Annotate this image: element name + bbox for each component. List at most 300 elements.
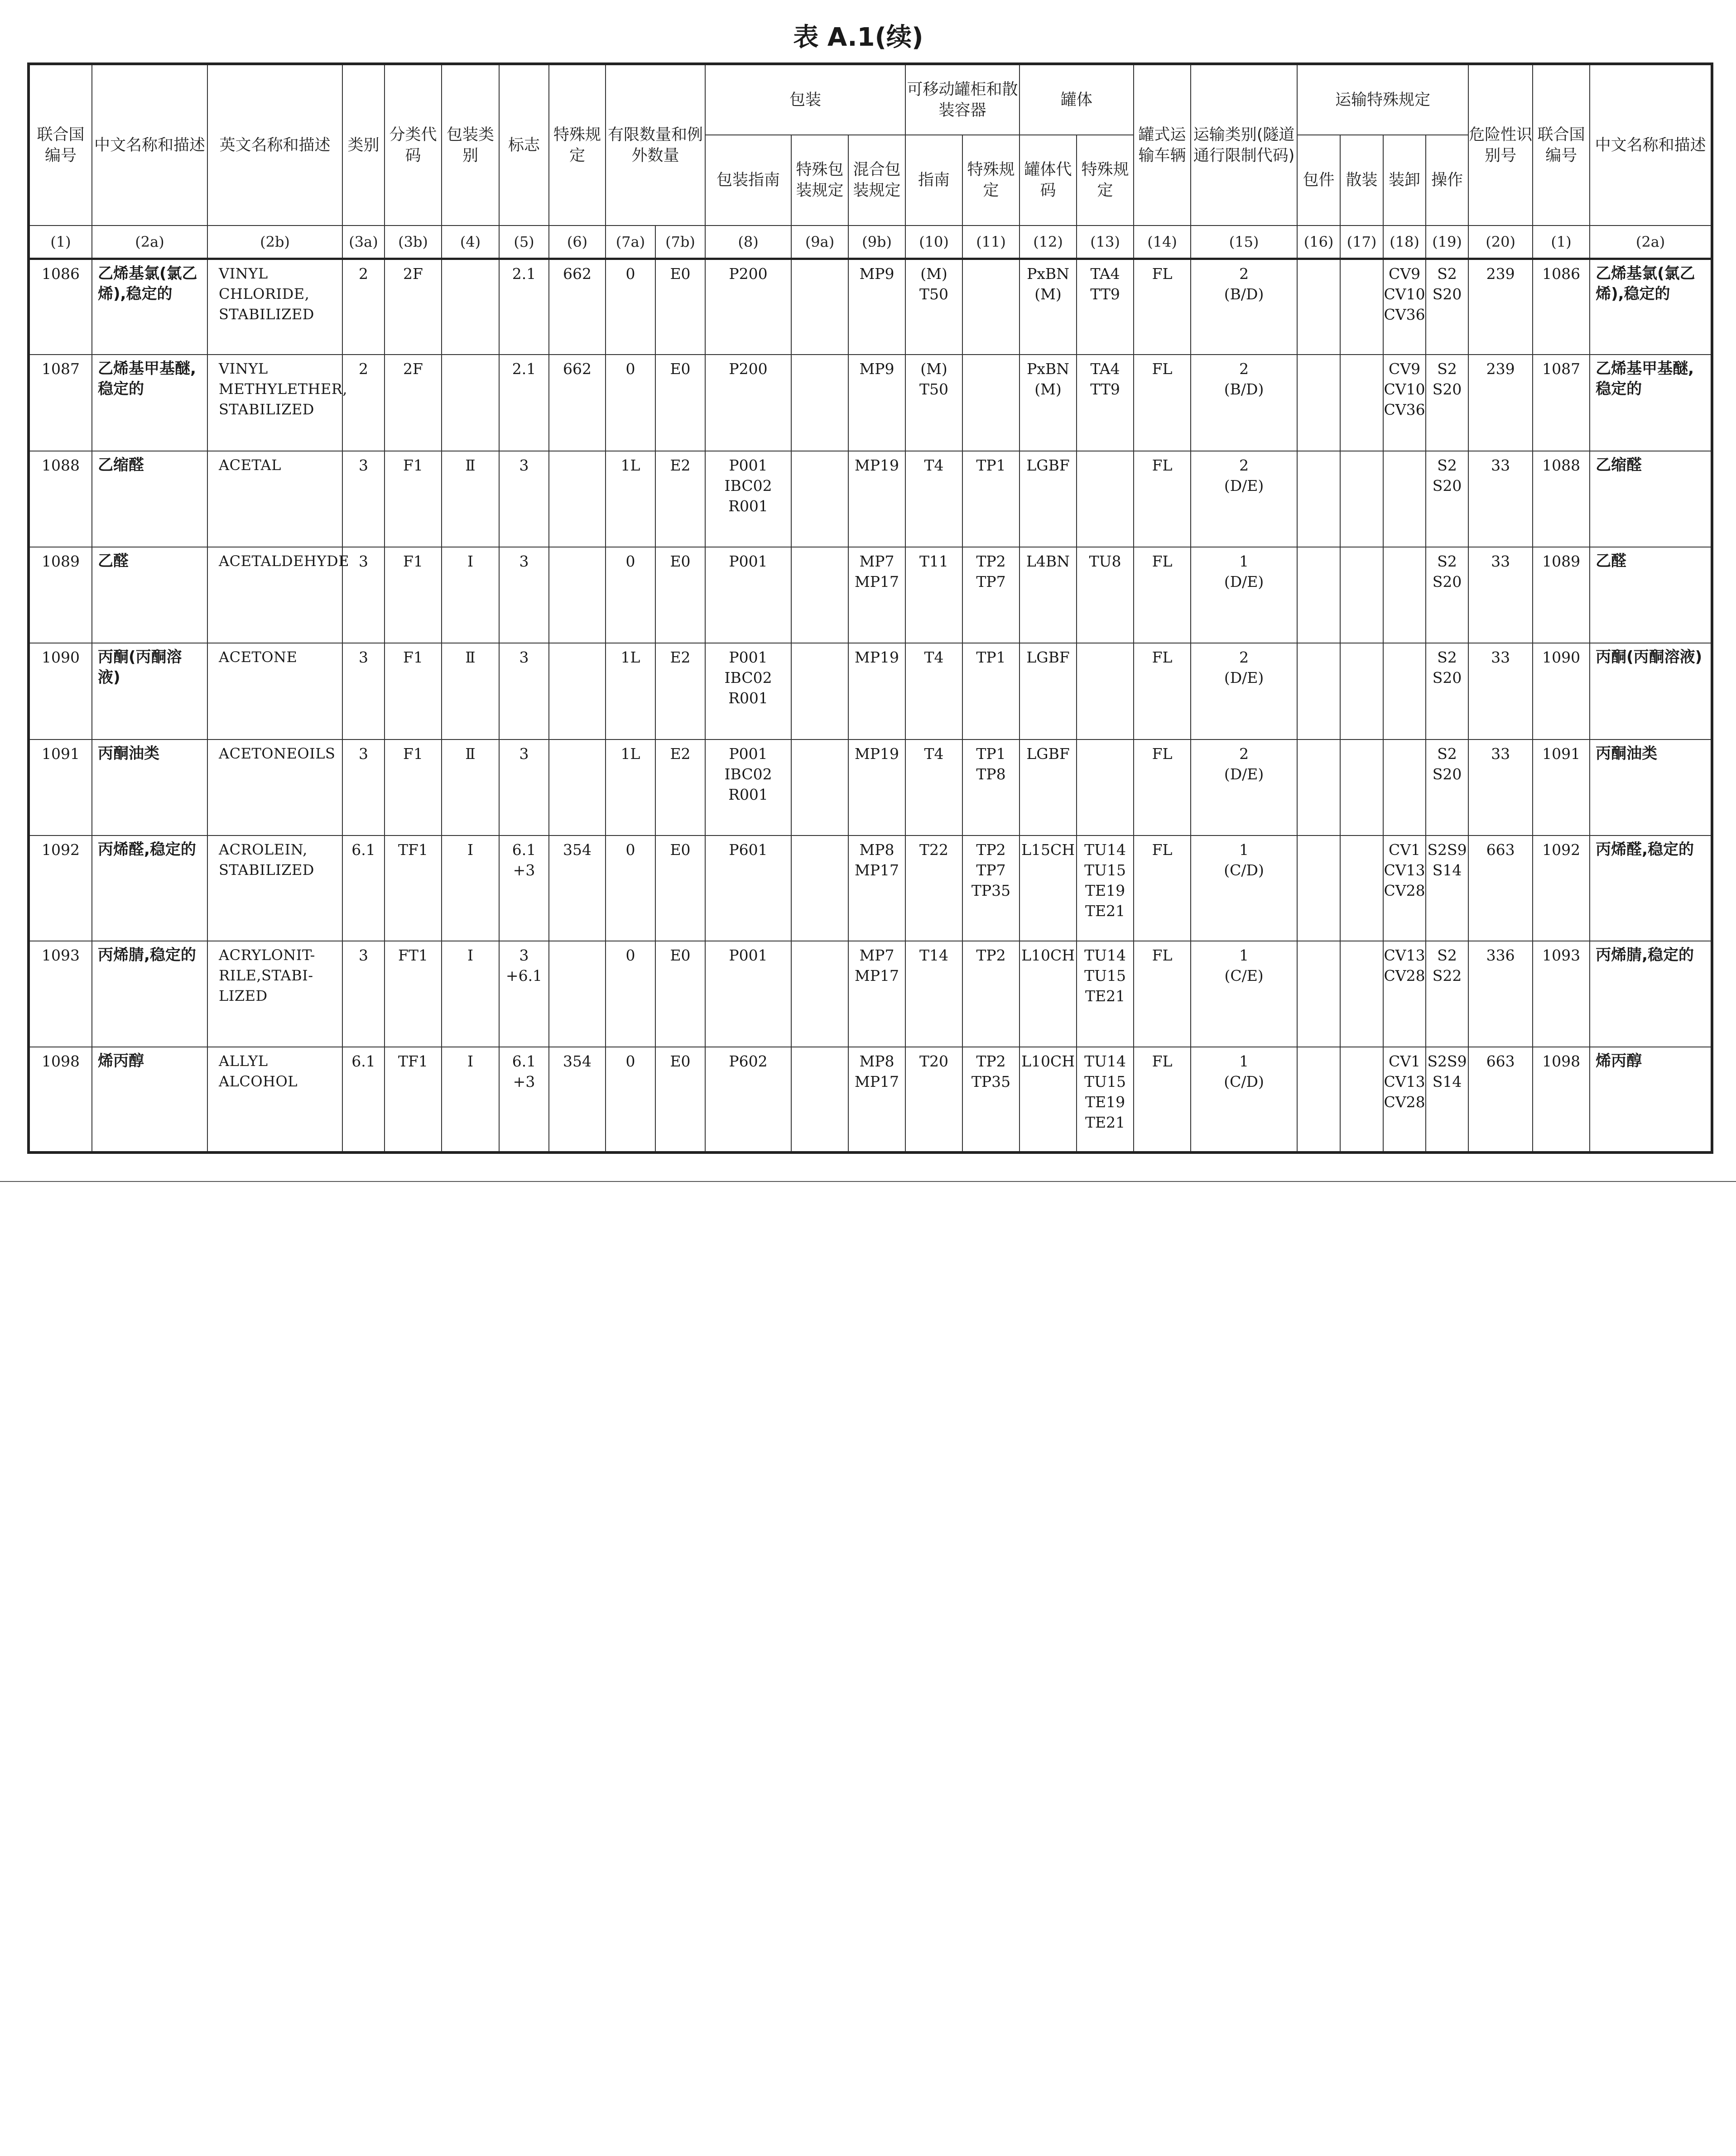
cell-line: +3 xyxy=(513,1072,535,1090)
cell-line: L10CH xyxy=(1021,1052,1075,1070)
un-number-cell: 1098 xyxy=(29,1047,92,1152)
cell-line: 3 xyxy=(519,744,529,763)
class-cell: 6.1 xyxy=(342,836,385,941)
cell-line: T22 xyxy=(919,840,949,859)
class-cell: 3 xyxy=(342,547,385,643)
packages-cell xyxy=(1297,355,1340,451)
cell-line: R001 xyxy=(728,785,768,803)
special-provision-cell: 354 xyxy=(549,836,606,941)
un-number-cell: 1089 xyxy=(29,547,92,643)
packing-group-cell: I xyxy=(442,1047,499,1152)
cell-line: TE21 xyxy=(1085,987,1125,1005)
cell-line: L15CH xyxy=(1021,840,1075,859)
cell-line: 2.1 xyxy=(512,360,536,378)
cell-line: R001 xyxy=(728,497,768,515)
cell-line: (D/E) xyxy=(1224,476,1264,495)
cell-line: CV36 xyxy=(1384,305,1425,323)
column-number: (19) xyxy=(1426,226,1468,259)
packing-group-cell: Ⅱ xyxy=(442,643,499,739)
excepted-qty-cell: E2 xyxy=(655,739,705,836)
header-transport-special: 运输特殊规定 xyxy=(1297,64,1468,135)
header-operation: 操作 xyxy=(1426,135,1468,226)
tank-code-cell xyxy=(1019,547,1077,643)
packing-instruction-cell xyxy=(705,259,791,355)
hazard-id-cell: 663 xyxy=(1468,1047,1533,1152)
special-packing-cell xyxy=(791,836,848,941)
cell-line: 乙烯基氯(氯乙烯),稳定的 xyxy=(1596,264,1695,303)
class-code-cell: 2F xyxy=(385,259,442,355)
hazard-id-cell: 663 xyxy=(1468,836,1533,941)
header-portable-tanks: 可移动罐柜和散装容器 xyxy=(905,64,1019,135)
tank-code-cell xyxy=(1019,941,1077,1047)
cell-line: 3 xyxy=(519,456,529,474)
limited-qty-cell: 1L xyxy=(606,739,655,836)
tank-special-cell xyxy=(962,259,1019,355)
un-number-right-cell: 1087 xyxy=(1533,355,1590,451)
tank-special-cell xyxy=(962,836,1019,941)
mixed-packing-cell xyxy=(848,355,905,451)
cell-line: MP8 xyxy=(859,1052,894,1070)
name-zh-cell xyxy=(92,355,207,451)
cell-line: T4 xyxy=(924,744,944,763)
un-number-right-cell: 1098 xyxy=(1533,1047,1590,1152)
header-packaging: 包装 xyxy=(705,64,905,135)
column-number: (17) xyxy=(1340,226,1383,259)
cell-line: 2.1 xyxy=(512,264,536,283)
cell-line: T14 xyxy=(919,946,949,965)
un-number-right-cell: 1088 xyxy=(1533,451,1590,547)
cell-line: T50 xyxy=(919,380,949,399)
cell-line: T4 xyxy=(924,648,944,667)
packages-cell xyxy=(1297,941,1340,1047)
cell-line: TP2 xyxy=(976,1052,1006,1070)
name-zh-right-cell xyxy=(1590,259,1712,355)
tank-special-cell xyxy=(962,739,1019,836)
special-packing-cell xyxy=(791,739,848,836)
mixed-packing-cell xyxy=(848,451,905,547)
hazard-id-cell: 336 xyxy=(1468,941,1533,1047)
packages-cell xyxy=(1297,643,1340,739)
packing-instruction-cell xyxy=(705,1047,791,1152)
label-cell xyxy=(499,547,549,643)
class-code-cell: F1 xyxy=(385,451,442,547)
column-number: (4) xyxy=(442,226,499,259)
class-cell: 2 xyxy=(342,259,385,355)
column-number: (2b) xyxy=(207,226,342,259)
cell-line: 丙烯腈,稳定的 xyxy=(1596,946,1694,965)
name-zh-right-cell xyxy=(1590,355,1712,451)
limited-qty-cell: 0 xyxy=(606,355,655,451)
limited-qty-cell: 0 xyxy=(606,836,655,941)
excepted-qty-cell: E2 xyxy=(655,451,705,547)
cell-line: S14 xyxy=(1432,1072,1462,1090)
limited-qty-cell: 0 xyxy=(606,547,655,643)
class-code-cell: FT1 xyxy=(385,941,442,1047)
column-number: (11) xyxy=(962,226,1019,259)
cell-line: CV9 xyxy=(1389,360,1421,378)
hazard-id-cell: 33 xyxy=(1468,451,1533,547)
name-zh-right-cell xyxy=(1590,643,1712,739)
tank-code-cell xyxy=(1019,836,1077,941)
cell-line: P601 xyxy=(729,840,768,859)
cell-line: CV28 xyxy=(1384,881,1425,899)
cell-line: (D/E) xyxy=(1224,765,1264,783)
cell-line: TE19 xyxy=(1085,881,1125,899)
transport-category-cell xyxy=(1191,836,1297,941)
cell-line: 1 xyxy=(1239,946,1249,965)
special-provision-cell xyxy=(549,739,606,836)
packing-instruction-cell xyxy=(705,941,791,1047)
cell-line: P200 xyxy=(729,264,768,283)
name-en-cell xyxy=(207,259,342,355)
cell-line: S20 xyxy=(1432,765,1462,783)
cell-line: S2S9 xyxy=(1427,1052,1467,1070)
tank-instruction-cell xyxy=(905,836,962,941)
cell-line: TE19 xyxy=(1085,1093,1125,1111)
cell-line: MP17 xyxy=(855,1072,899,1090)
packing-instruction-cell xyxy=(705,643,791,739)
cell-line: 2 xyxy=(1239,360,1249,378)
cell-line: TU14 xyxy=(1084,1052,1126,1070)
cell-line: 丙酮油类 xyxy=(98,744,159,763)
un-number-cell: 1092 xyxy=(29,836,92,941)
tank-special-provision-cell xyxy=(1077,355,1134,451)
cell-line: ALCOHOL xyxy=(219,1072,298,1090)
packing-group-cell: I xyxy=(442,836,499,941)
cell-line: S2 xyxy=(1437,360,1457,378)
cell-line: 3 xyxy=(519,648,529,667)
cell-line: R001 xyxy=(728,689,768,707)
cell-line: +3 xyxy=(513,861,535,879)
tank-code-cell xyxy=(1019,259,1077,355)
cell-line: TP1 xyxy=(976,648,1006,667)
excepted-qty-cell: E0 xyxy=(655,259,705,355)
operation-cell xyxy=(1426,739,1468,836)
bulk-cell xyxy=(1340,451,1383,547)
name-zh-right-cell xyxy=(1590,941,1712,1047)
class-code-cell: TF1 xyxy=(385,1047,442,1152)
header-packing-instruction: 包装指南 xyxy=(705,135,791,226)
operation-cell xyxy=(1426,1047,1468,1152)
packing-group-cell xyxy=(442,355,499,451)
cell-line: TE21 xyxy=(1085,902,1125,920)
packing-group-cell xyxy=(442,259,499,355)
cell-line: L4BN xyxy=(1026,552,1070,570)
cell-line: IBC02 xyxy=(724,669,772,687)
name-zh-right-cell xyxy=(1590,547,1712,643)
bulk-cell xyxy=(1340,1047,1383,1152)
cell-line: CV28 xyxy=(1384,967,1425,985)
vehicle-cell: FL xyxy=(1134,1047,1191,1152)
cell-line: MP7 xyxy=(859,552,894,570)
label-cell xyxy=(499,739,549,836)
special-provision-cell xyxy=(549,451,606,547)
packing-group-cell: I xyxy=(442,547,499,643)
cell-line: 乙烯基氯(氯乙烯),稳定的 xyxy=(98,264,197,303)
cell-line: S2 xyxy=(1437,552,1457,570)
tank-instruction-cell xyxy=(905,259,962,355)
un-number-cell: 1093 xyxy=(29,941,92,1047)
tank-special-provision-cell xyxy=(1077,1047,1134,1152)
header-tank-vehicle: 罐式运输车辆 xyxy=(1134,64,1191,226)
packing-group-cell: Ⅱ xyxy=(442,451,499,547)
cell-line: ACETALDEHYDE xyxy=(219,552,349,570)
mixed-packing-cell xyxy=(848,259,905,355)
un-number-right-cell: 1086 xyxy=(1533,259,1590,355)
cell-line: MP8 xyxy=(859,840,894,859)
column-number: (15) xyxy=(1191,226,1297,259)
name-zh-cell xyxy=(92,836,207,941)
bulk-cell xyxy=(1340,739,1383,836)
header-name-zh-right: 中文名称和描述 xyxy=(1590,64,1712,226)
operation-cell xyxy=(1426,643,1468,739)
cell-line: 3 xyxy=(519,552,529,570)
header-loading: 装卸 xyxy=(1383,135,1426,226)
column-number: (12) xyxy=(1019,226,1077,259)
table-row xyxy=(29,259,1712,355)
tank-instruction-cell xyxy=(905,1047,962,1152)
column-number: (16) xyxy=(1297,226,1340,259)
bulk-cell xyxy=(1340,355,1383,451)
cell-line: (M) xyxy=(1034,380,1062,399)
header-tank-instruction: 指南 xyxy=(905,135,962,226)
tank-code-cell xyxy=(1019,1047,1077,1152)
hazard-id-cell: 33 xyxy=(1468,643,1533,739)
hazard-id-cell: 33 xyxy=(1468,547,1533,643)
packing-instruction-cell xyxy=(705,355,791,451)
tank-special-provision-cell xyxy=(1077,451,1134,547)
cell-line: STABILIZED xyxy=(219,861,314,879)
vehicle-cell: FL xyxy=(1134,355,1191,451)
un-number-right-cell: 1092 xyxy=(1533,836,1590,941)
tank-special-provision-cell xyxy=(1077,836,1134,941)
un-number-right-cell: 1091 xyxy=(1533,739,1590,836)
header-tank-code: 罐体代码 xyxy=(1019,135,1077,226)
name-zh-cell xyxy=(92,941,207,1047)
cell-line: 2 xyxy=(1239,744,1249,763)
vehicle-cell: FL xyxy=(1134,259,1191,355)
class-cell: 3 xyxy=(342,451,385,547)
cell-line: P602 xyxy=(729,1052,768,1070)
tank-special-cell xyxy=(962,355,1019,451)
special-packing-cell xyxy=(791,355,848,451)
loading-cell xyxy=(1383,739,1426,836)
special-packing-cell xyxy=(791,643,848,739)
bulk-cell xyxy=(1340,547,1383,643)
tank-code-cell xyxy=(1019,643,1077,739)
cell-line: (B/D) xyxy=(1224,285,1264,303)
name-zh-right-cell xyxy=(1590,1047,1712,1152)
cell-line: 6.1 xyxy=(512,840,536,859)
name-zh-cell xyxy=(92,259,207,355)
class-code-cell: F1 xyxy=(385,547,442,643)
cell-line: PxBN xyxy=(1027,264,1070,283)
header-mixed-packing: 混合包装规定 xyxy=(848,135,905,226)
cell-line: CV13 xyxy=(1384,946,1425,965)
name-zh-right-cell xyxy=(1590,451,1712,547)
cell-line: P001 xyxy=(729,744,768,763)
label-cell xyxy=(499,355,549,451)
column-number: (14) xyxy=(1134,226,1191,259)
cell-line: TE21 xyxy=(1085,1113,1125,1131)
operation-cell xyxy=(1426,451,1468,547)
cell-line: MP7 xyxy=(859,946,894,965)
label-cell xyxy=(499,836,549,941)
packing-instruction-cell xyxy=(705,836,791,941)
transport-category-cell xyxy=(1191,547,1297,643)
cell-line: 丙酮(丙酮溶液) xyxy=(1596,648,1702,667)
column-number: (2a) xyxy=(1590,226,1712,259)
packages-cell xyxy=(1297,739,1340,836)
cell-line: 丙烯醛,稳定的 xyxy=(98,840,196,859)
cell-line: TU8 xyxy=(1089,552,1121,570)
cell-line: TP7 xyxy=(976,861,1006,879)
cell-line: S2 xyxy=(1437,264,1457,283)
column-number-row xyxy=(29,226,1712,259)
limited-qty-cell: 1L xyxy=(606,451,655,547)
header-labels: 标志 xyxy=(499,64,549,226)
cell-line: TU14 xyxy=(1084,840,1126,859)
cell-line: 丙酮油类 xyxy=(1596,744,1658,763)
transport-category-cell xyxy=(1191,643,1297,739)
cell-line: ALLYL xyxy=(219,1052,268,1070)
column-number: (3b) xyxy=(385,226,442,259)
excepted-qty-cell: E0 xyxy=(655,1047,705,1152)
cell-line: TU14 xyxy=(1084,946,1126,965)
cell-line: CV10 xyxy=(1384,285,1425,303)
packages-cell xyxy=(1297,1047,1340,1152)
excepted-qty-cell: E0 xyxy=(655,836,705,941)
tank-instruction-cell xyxy=(905,355,962,451)
loading-cell xyxy=(1383,259,1426,355)
tank-special-provision-cell xyxy=(1077,739,1134,836)
table-row xyxy=(29,451,1712,547)
hazard-id-cell: 239 xyxy=(1468,355,1533,451)
un-number-cell: 1090 xyxy=(29,643,92,739)
tank-special-provision-cell xyxy=(1077,547,1134,643)
cell-line: S2S9 xyxy=(1427,840,1467,859)
class-code-cell: F1 xyxy=(385,643,442,739)
cell-line: (C/D) xyxy=(1224,1072,1264,1090)
tank-special-provision-cell xyxy=(1077,941,1134,1047)
cell-line: (M) xyxy=(920,264,947,283)
cell-line: S2 xyxy=(1437,456,1457,474)
un-number-right-cell: 1093 xyxy=(1533,941,1590,1047)
loading-cell xyxy=(1383,547,1426,643)
packing-instruction-cell xyxy=(705,451,791,547)
table-row xyxy=(29,355,1712,451)
cell-line: TU15 xyxy=(1084,861,1126,879)
cell-line: 1 xyxy=(1239,840,1249,859)
cell-line: TP2 xyxy=(976,946,1006,965)
header-limited-quantity: 有限数量和例外数量 xyxy=(606,64,705,226)
cell-line: PxBN xyxy=(1027,360,1070,378)
cell-line: STABILIZED xyxy=(219,305,314,323)
cell-line: 乙缩醛 xyxy=(1596,456,1642,474)
cell-line: CV36 xyxy=(1384,401,1425,419)
cell-line: VINYL xyxy=(219,360,268,378)
packages-cell xyxy=(1297,547,1340,643)
name-zh-right-cell xyxy=(1590,836,1712,941)
cell-line: L10CH xyxy=(1021,946,1075,965)
un-number-cell: 1088 xyxy=(29,451,92,547)
cell-line: TP35 xyxy=(971,881,1011,899)
cell-line: P001 xyxy=(729,946,768,965)
cell-line: MP19 xyxy=(855,456,899,474)
limited-qty-cell: 1L xyxy=(606,643,655,739)
cell-line: S20 xyxy=(1432,572,1462,591)
bulk-cell xyxy=(1340,941,1383,1047)
cell-line: 丙酮(丙酮溶液) xyxy=(98,648,182,687)
cell-line: S2 xyxy=(1437,648,1457,667)
header-special-packing: 特殊包装规定 xyxy=(791,135,848,226)
cell-line: CHLORIDE, xyxy=(219,285,310,303)
cell-line: 3 xyxy=(519,946,529,965)
header-hazard-id: 危险性识别号 xyxy=(1468,64,1533,226)
tank-code-cell xyxy=(1019,739,1077,836)
name-en-cell xyxy=(207,547,349,643)
header-tank-special-2: 特殊规定 xyxy=(1077,135,1134,226)
name-zh-cell xyxy=(92,451,207,547)
cell-line: MP17 xyxy=(855,861,899,879)
packages-cell xyxy=(1297,836,1340,941)
loading-cell xyxy=(1383,451,1426,547)
class-code-cell: TF1 xyxy=(385,836,442,941)
cell-line: METHYLETHER, xyxy=(219,380,347,398)
cell-line: 1 xyxy=(1239,1052,1249,1070)
cell-line: TU15 xyxy=(1084,1072,1126,1090)
class-code-cell: F1 xyxy=(385,739,442,836)
class-cell: 6.1 xyxy=(342,1047,385,1152)
cell-line: TA4 xyxy=(1090,360,1120,378)
cell-line: 1 xyxy=(1239,552,1249,570)
cell-line: 丙烯腈,稳定的 xyxy=(98,946,196,965)
column-number: (10) xyxy=(905,226,962,259)
mixed-packing-cell xyxy=(848,643,905,739)
name-zh-cell xyxy=(92,1047,207,1152)
cell-line: VINYL xyxy=(219,264,268,282)
column-number: (8) xyxy=(705,226,791,259)
cell-line: TP2 xyxy=(976,552,1006,570)
page-bottom-rule xyxy=(0,1181,1736,1182)
loading-cell xyxy=(1383,643,1426,739)
cell-line: CV28 xyxy=(1384,1093,1425,1111)
operation-cell xyxy=(1426,259,1468,355)
header-special-provisions: 特殊规定 xyxy=(549,64,606,226)
cell-line: (M) xyxy=(920,360,947,378)
cell-line: 2 xyxy=(1239,648,1249,667)
special-packing-cell xyxy=(791,941,848,1047)
special-packing-cell xyxy=(791,259,848,355)
cell-line: LGBF xyxy=(1026,456,1070,474)
table-row xyxy=(29,643,1712,739)
name-zh-cell xyxy=(92,547,207,643)
packing-instruction-cell xyxy=(705,739,791,836)
un-number-cell: 1086 xyxy=(29,259,92,355)
special-provision-cell xyxy=(549,547,606,643)
cell-line: TT9 xyxy=(1090,285,1120,303)
tank-special-cell xyxy=(962,643,1019,739)
vehicle-cell: FL xyxy=(1134,451,1191,547)
vehicle-cell: FL xyxy=(1134,836,1191,941)
cell-line: 乙缩醛 xyxy=(98,456,144,474)
header-class: 类别 xyxy=(342,64,385,226)
cell-line: (B/D) xyxy=(1224,380,1264,399)
cell-line: TP1 xyxy=(976,744,1006,763)
table-row xyxy=(29,547,1712,643)
limited-qty-cell: 0 xyxy=(606,259,655,355)
column-number: (2a) xyxy=(92,226,207,259)
